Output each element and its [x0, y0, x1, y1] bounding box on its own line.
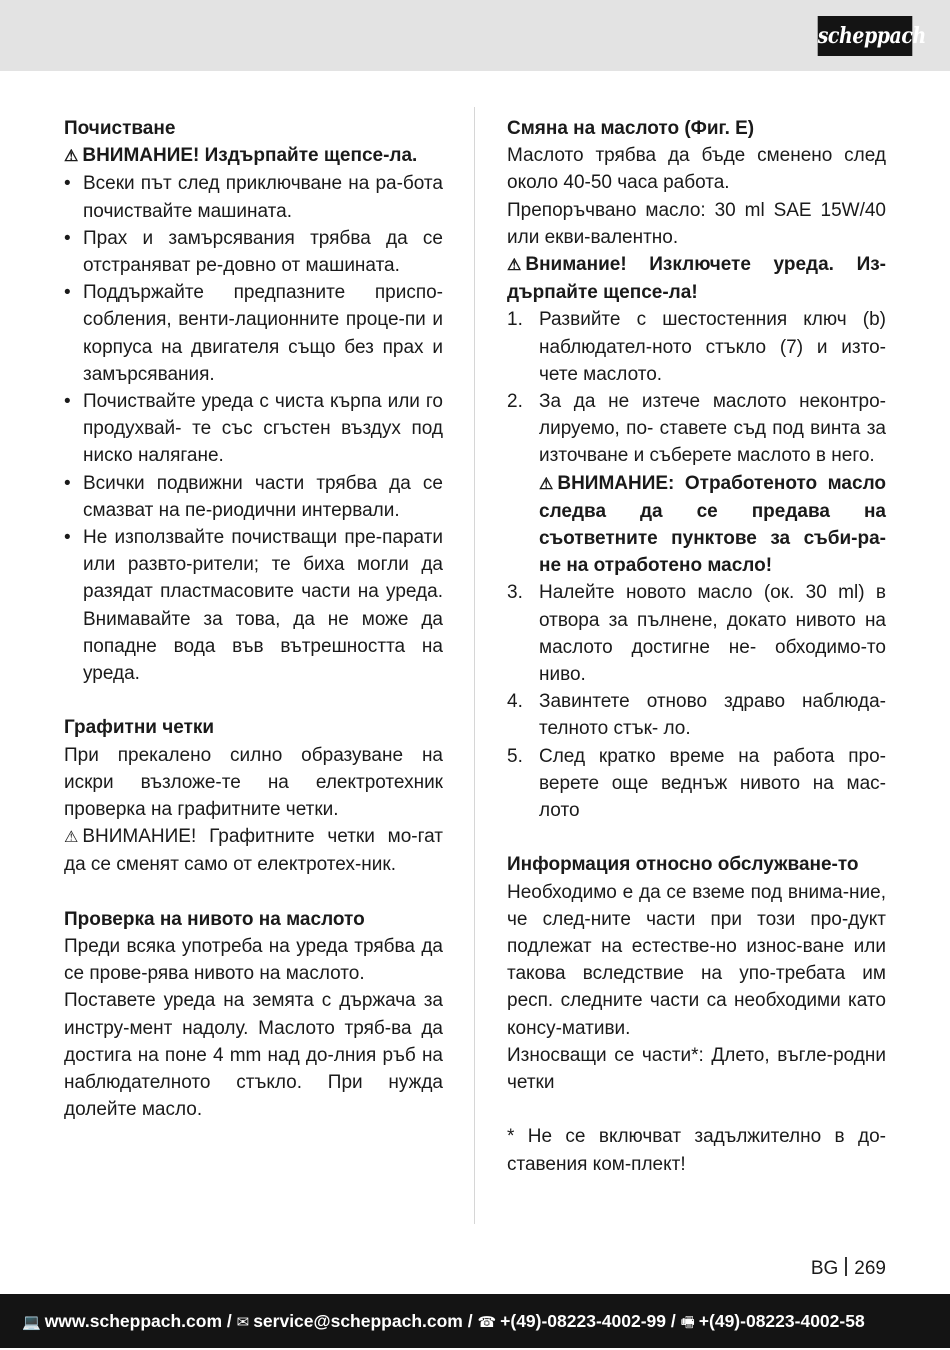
bullet-marker: • — [64, 391, 71, 413]
service-info-footnote: * Не се включват задължително в до-ставения ком-плект! — [507, 1126, 886, 1175]
oil-check-heading: Проверка на нивото на маслото — [64, 908, 365, 930]
cleaning-warning-text: ВНИМАНИЕ! Издърпайте щепсе-ла. — [82, 145, 418, 167]
brushes-warning-text: ВНИМАНИЕ! Графитните четки мо-гат да се сменят само от електротех-ник. — [64, 826, 443, 876]
fax-icon: 🖷 — [680, 1314, 695, 1331]
oil-change-steps — [507, 306, 886, 469]
list-item — [64, 470, 443, 524]
list-item — [64, 524, 443, 687]
column-divider — [474, 107, 475, 1224]
cleaning-warning — [64, 142, 443, 170]
page-number — [811, 1255, 886, 1282]
warning-icon: ⚠ — [64, 148, 79, 166]
oil-change-warning — [507, 251, 886, 306]
step-number: 3. — [507, 582, 523, 604]
cleaning-heading: Почистване — [64, 118, 176, 139]
warning-icon: ⚠ — [539, 475, 554, 493]
step-number: 4. — [507, 691, 523, 713]
computer-icon: 💻 — [22, 1314, 41, 1331]
bullet-marker: • — [64, 282, 71, 304]
oil-change-warning-text: Внимание! Изключете уреда. Из-дърпайте щепсе-ла! — [507, 254, 886, 304]
list-item-text: Прах и замърсявания трябва да се отстраняват ре-довно от машината. — [83, 227, 443, 277]
list-item — [64, 225, 443, 279]
oil-change-text-2: Препоръчвано масло: 30 ml SAE 15W/40 или екви-валентно. — [507, 199, 886, 248]
footer-website-link[interactable]: www.scheppach.com — [44, 1311, 223, 1331]
service-info-text-2: Износващи се части*: Длето, въгле-родни четки — [507, 1044, 886, 1094]
warning-icon: ⚠ — [64, 829, 79, 847]
warning-icon: ⚠ — [507, 257, 522, 275]
list-item-text: Всеки път след приключване на ра-бота почиствайте машината. — [83, 173, 443, 222]
list-item-text: Не използвайте почистващи пре-парати или развто-рители; те биха могли да разядат пластмасовите части на уреда. Внимавайте за това, да не може да попадне вода във вътрешността на уреда. — [83, 527, 443, 685]
brushes-warning — [64, 823, 443, 878]
oil-change-heading: Смяна на маслото (Фиг. E) — [507, 118, 755, 139]
footer-separator: / — [222, 1311, 237, 1331]
page-number-divider — [845, 1257, 847, 1276]
footer-bar — [0, 1294, 950, 1348]
footer-fax: +(49)-08223-4002-58 — [698, 1311, 865, 1331]
list-item-text: Поддържайте предпазните приспо-собления, венти-лационните проце-пи и корпуса на двигателя също без прах и замърсявания. — [83, 282, 443, 385]
step-text: Завинтете отново здраво наблюда-телното стък- ло. — [539, 691, 886, 740]
service-info-text-1: Необходимо е да се вземе под внима-ние, че след-ните части при този про-дукт подлежат на естестве-но износ-ване или такова вследствие на упо-требата им респ. следните части са необходими като консу-мативи. — [507, 881, 886, 1039]
list-item-text: Почиствайте уреда с чиста кърпа или го продухвай- те със сгъстен въздух под ниско налягане. — [83, 391, 443, 467]
cleaning-list — [64, 170, 443, 687]
list-item — [64, 388, 443, 470]
page-number-value: 269 — [854, 1258, 886, 1279]
footer-phone: +(49)-08223-4002-99 — [500, 1311, 667, 1331]
oil-check-text-2: Поставете уреда на земята с държача за инстру-мент надолу. Маслото тряб-ва да достига на поне 4 mm над до-лния ръб на наблюдателното стъкло. При нужда долейте масло. — [64, 990, 443, 1121]
step-item — [507, 743, 886, 825]
list-item — [64, 170, 443, 224]
step-item — [507, 388, 886, 470]
step-item — [507, 688, 886, 742]
step-number: 1. — [507, 309, 523, 331]
header-band — [0, 0, 950, 71]
brushes-heading: Графитни четки — [64, 717, 215, 739]
service-info-heading: Информация относно обслужване-то — [507, 854, 859, 876]
page-language: BG — [810, 1258, 839, 1279]
oil-change-text-1: Маслото трябва да бъде сменено след около 40-50 часа работа. — [507, 145, 886, 194]
step-warning — [507, 470, 886, 580]
step-text: Развийте с шестостенния ключ (b) наблюдател-ното стъкло (7) и изто-чете маслото. — [539, 309, 886, 385]
bullet-marker: • — [64, 527, 71, 549]
footer-separator: / — [462, 1311, 478, 1331]
bullet-marker: • — [64, 227, 71, 249]
oil-check-text-1: Преди всяка употреба на уреда трябва да се прове-рява нивото на маслото. — [64, 936, 443, 985]
step-item — [507, 579, 886, 688]
footer-email-link[interactable]: service@scheppach.com — [253, 1311, 463, 1331]
bullet-marker: • — [64, 472, 71, 494]
step-text: Налейте новото масло (ок. 30 ml) в отвора за пълнене, докато нивото на маслото достигне не- обходимо-то ниво. — [539, 582, 886, 686]
step-number: 5. — [507, 745, 523, 767]
phone-icon: ☎ — [477, 1314, 497, 1331]
left-column — [64, 115, 443, 1123]
list-item — [64, 279, 443, 388]
step-text: За да не изтече маслото неконтро-лируемо, по- ставете съд под винта за източване и съберете маслото в него. — [539, 391, 886, 467]
step-number: 2. — [507, 391, 523, 413]
brand-logo: scheppach — [818, 16, 913, 56]
step-warning-text: ВНИМАНИЕ: Отработеното масло следва да се предава на съответните пунктове за съби-ра- не на отработено масло! — [539, 472, 886, 577]
oil-change-steps-continued — [507, 579, 886, 824]
step-text: След кратко време на работа про-верете още веднъж нивото на мас-лото — [539, 745, 886, 822]
list-item-text: Всички подвижни части трябва да се смазват на пе-риодични интервали. — [83, 472, 443, 521]
right-column — [507, 115, 886, 1178]
bullet-marker: • — [64, 173, 71, 195]
footer-separator: / — [666, 1311, 681, 1331]
step-item — [507, 306, 886, 388]
email-icon: ✉ — [236, 1314, 250, 1331]
brushes-text: При прекалено силно образуване на искри възложе-те на електротехник проверка на графитните четки. — [64, 744, 443, 821]
